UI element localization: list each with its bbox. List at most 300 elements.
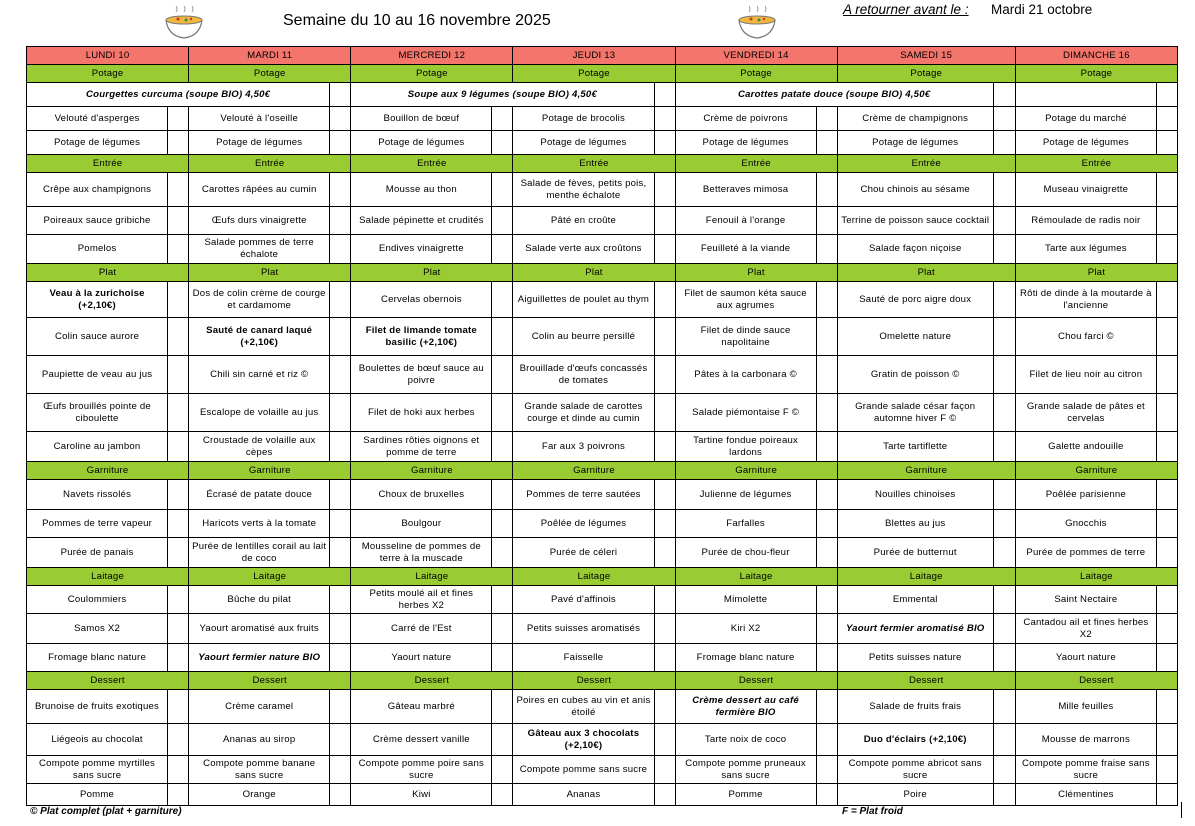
dish-cell: Colin au beurre persillé xyxy=(513,318,654,356)
section-header-laitage: Laitage xyxy=(351,568,513,586)
choice-box[interactable] xyxy=(816,235,837,264)
dish-cell: Mousse de marrons xyxy=(1015,724,1156,756)
dish-cell: Potage de légumes xyxy=(513,131,654,155)
choice-box[interactable] xyxy=(1156,784,1177,806)
choice-box[interactable] xyxy=(993,394,1015,432)
dish-cell: Feuilleté à la viande xyxy=(675,235,816,264)
dish-cell: Mimolette xyxy=(675,586,816,614)
choice-box[interactable] xyxy=(816,586,837,614)
choice-box[interactable] xyxy=(654,480,675,510)
dish-cell: Purée de chou-fleur xyxy=(675,538,816,568)
dish-cell: Carottes râpées au cumin xyxy=(189,173,330,207)
dish-cell: Cervelas obernois xyxy=(351,282,492,318)
choice-box[interactable] xyxy=(1156,756,1177,784)
choice-box[interactable] xyxy=(492,784,513,806)
day-header: MERCREDI 12 xyxy=(351,47,513,65)
section-header-plat: Plat xyxy=(189,264,351,282)
choice-box[interactable] xyxy=(330,538,351,568)
dish-cell: Tarte noix de coco xyxy=(675,724,816,756)
choice-box[interactable] xyxy=(993,724,1015,756)
menu-row xyxy=(27,644,1178,672)
dish-cell: Gnocchis xyxy=(1015,510,1156,538)
choice-box[interactable] xyxy=(492,614,513,644)
choice-box[interactable] xyxy=(330,480,351,510)
choice-box[interactable] xyxy=(654,235,675,264)
choice-box[interactable] xyxy=(993,480,1015,510)
choice-box[interactable] xyxy=(993,784,1015,806)
dish-cell: Carré de l'Est xyxy=(351,614,492,644)
choice-box[interactable] xyxy=(330,235,351,264)
section-header-dessert: Dessert xyxy=(1015,672,1177,690)
dish-cell: Haricots verts à la tomate xyxy=(189,510,330,538)
choice-box[interactable] xyxy=(816,480,837,510)
choice-box[interactable] xyxy=(654,690,675,724)
choice-box[interactable] xyxy=(654,644,675,672)
choice-box[interactable] xyxy=(168,235,189,264)
choice-box[interactable] xyxy=(492,510,513,538)
section-header-dessert: Dessert xyxy=(189,672,351,690)
choice-box[interactable] xyxy=(330,614,351,644)
menu-row xyxy=(27,690,1178,724)
dish-cell: Veau à la zurichoise (+2,10€) xyxy=(27,282,168,318)
choice-box[interactable] xyxy=(654,356,675,394)
choice-box[interactable] xyxy=(168,394,189,432)
choice-box[interactable] xyxy=(993,644,1015,672)
choice-box[interactable] xyxy=(1156,586,1177,614)
choice-box[interactable] xyxy=(492,538,513,568)
choice-box[interactable] xyxy=(168,614,189,644)
section-header-laitage: Laitage xyxy=(1015,568,1177,586)
choice-box[interactable] xyxy=(330,131,351,155)
choice-box[interactable] xyxy=(816,510,837,538)
section-header-potage: Potage xyxy=(27,65,189,83)
dish-cell: Compote pomme pruneaux sans sucre xyxy=(675,756,816,784)
choice-box[interactable] xyxy=(492,724,513,756)
choice-box[interactable] xyxy=(654,394,675,432)
choice-box[interactable] xyxy=(492,644,513,672)
choice-box[interactable] xyxy=(654,131,675,155)
day-header: MARDI 11 xyxy=(189,47,351,65)
choice-box[interactable] xyxy=(492,235,513,264)
section-header-entree: Entrée xyxy=(1015,155,1177,173)
choice-box[interactable] xyxy=(330,756,351,784)
choice-box[interactable] xyxy=(654,586,675,614)
dish-cell: Purée de panais xyxy=(27,538,168,568)
day-header: JEUDI 13 xyxy=(513,47,675,65)
section-header-garniture: Garniture xyxy=(27,462,189,480)
choice-box[interactable] xyxy=(168,586,189,614)
choice-box[interactable] xyxy=(654,282,675,318)
return-date: Mardi 21 octobre xyxy=(991,2,1093,17)
choice-box[interactable] xyxy=(330,724,351,756)
choice-box[interactable] xyxy=(993,586,1015,614)
choice-box[interactable] xyxy=(492,480,513,510)
dish-cell: Compote pomme banane sans sucre xyxy=(189,756,330,784)
dish-cell: Fenouil à l'orange xyxy=(675,207,816,235)
choice-box[interactable] xyxy=(168,784,189,806)
dish-cell: Crème caramel xyxy=(189,690,330,724)
dish-cell: Poêlée parisienne xyxy=(1015,480,1156,510)
choice-box[interactable] xyxy=(654,756,675,784)
choice-box[interactable] xyxy=(1156,690,1177,724)
dish-cell: Saint Nectaire xyxy=(1015,586,1156,614)
dish-cell: Brunoise de fruits exotiques xyxy=(27,690,168,724)
menu-row xyxy=(27,131,1178,155)
dish-cell: Compote pomme fraise sans sucre xyxy=(1015,756,1156,784)
dish-cell: Nouilles chinoises xyxy=(837,480,993,510)
dish-cell: Sauté de porc aigre doux xyxy=(837,282,993,318)
choice-box[interactable] xyxy=(330,644,351,672)
choice-box[interactable] xyxy=(168,690,189,724)
dish-cell: Purée de lentilles corail au lait de coco xyxy=(189,538,330,568)
choice-box[interactable] xyxy=(330,83,351,107)
choice-box[interactable] xyxy=(1156,538,1177,568)
choice-box[interactable] xyxy=(993,756,1015,784)
menu-row xyxy=(27,207,1178,235)
dish-cell: Pommes de terre sautées xyxy=(513,480,654,510)
dish-cell: Omelette nature xyxy=(837,318,993,356)
dish-cell: Filet de dinde sauce napolitaine xyxy=(675,318,816,356)
dish-cell: Caroline au jambon xyxy=(27,432,168,462)
choice-box[interactable] xyxy=(993,83,1015,107)
choice-box[interactable] xyxy=(168,282,189,318)
dish-cell: Terrine de poisson sauce cocktail xyxy=(837,207,993,235)
section-header-entree: Entrée xyxy=(675,155,837,173)
dish-cell: Potage de légumes xyxy=(189,131,330,155)
choice-box[interactable] xyxy=(168,131,189,155)
choice-box[interactable] xyxy=(1156,480,1177,510)
choice-box[interactable] xyxy=(492,282,513,318)
dish-cell: Poireaux sauce gribiche xyxy=(27,207,168,235)
dish-cell: Endives vinaigrette xyxy=(351,235,492,264)
menu-row xyxy=(27,282,1178,318)
choice-box[interactable] xyxy=(993,356,1015,394)
section-header-potage: Potage xyxy=(189,65,351,83)
choice-box[interactable] xyxy=(816,690,837,724)
choice-box[interactable] xyxy=(816,107,837,131)
dish-cell: Orange xyxy=(189,784,330,806)
dish-cell: Gâteau marbré xyxy=(351,690,492,724)
choice-box[interactable] xyxy=(816,394,837,432)
dish-cell: Salade façon niçoise xyxy=(837,235,993,264)
choice-box[interactable] xyxy=(330,690,351,724)
choice-box[interactable] xyxy=(330,207,351,235)
dish-cell: Dos de colin crème de courge et cardamome xyxy=(189,282,330,318)
dish-cell: Poire xyxy=(837,784,993,806)
dish-cell: Crème de poivrons xyxy=(675,107,816,131)
dish-cell: Purée de butternut xyxy=(837,538,993,568)
section-header-potage: Potage xyxy=(675,65,837,83)
section-header-garniture: Garniture xyxy=(1015,462,1177,480)
choice-box[interactable] xyxy=(330,510,351,538)
dish-cell: Filet de limande tomate basilic (+2,10€) xyxy=(351,318,492,356)
choice-box[interactable] xyxy=(654,83,675,107)
choice-box[interactable] xyxy=(993,282,1015,318)
choice-box[interactable] xyxy=(168,538,189,568)
soup-bowl-icon xyxy=(160,2,208,42)
choice-box[interactable] xyxy=(330,784,351,806)
choice-box[interactable] xyxy=(993,690,1015,724)
choice-box[interactable] xyxy=(330,432,351,462)
dish-cell: Gâteau aux 3 chocolats (+2,10€) xyxy=(513,724,654,756)
menu-row xyxy=(27,432,1178,462)
choice-box[interactable] xyxy=(816,644,837,672)
dish-cell: Galette andouille xyxy=(1015,432,1156,462)
section-header-laitage: Laitage xyxy=(675,568,837,586)
dish-cell: Poêlée de légumes xyxy=(513,510,654,538)
dish-cell: Potage de légumes xyxy=(1015,131,1156,155)
choice-box[interactable] xyxy=(816,538,837,568)
choice-box[interactable] xyxy=(816,756,837,784)
dish-cell: Filet de saumon kéta sauce aux agrumes xyxy=(675,282,816,318)
choice-box[interactable] xyxy=(993,207,1015,235)
choice-box[interactable] xyxy=(492,586,513,614)
choice-box[interactable] xyxy=(168,480,189,510)
menu-row xyxy=(27,480,1178,510)
dish-cell: Purée de céleri xyxy=(513,538,654,568)
choice-box[interactable] xyxy=(993,131,1015,155)
dish-cell: Grande salade de carottes courge et dinde au cumin xyxy=(513,394,654,432)
choice-box[interactable] xyxy=(1156,207,1177,235)
section-header-plat: Plat xyxy=(675,264,837,282)
menu-row xyxy=(27,756,1178,784)
dish-cell: Farfalles xyxy=(675,510,816,538)
choice-box[interactable] xyxy=(816,173,837,207)
dish-cell: Blettes au jus xyxy=(837,510,993,538)
dish-cell: Crème dessert au café fermière BIO xyxy=(675,690,816,724)
section-header-entree: Entrée xyxy=(189,155,351,173)
choice-box[interactable] xyxy=(1156,510,1177,538)
dish-cell: Liégeois au chocolat xyxy=(27,724,168,756)
dish-cell: Pommes de terre vapeur xyxy=(27,510,168,538)
section-header-laitage: Laitage xyxy=(27,568,189,586)
dish-cell: Fromage blanc nature xyxy=(27,644,168,672)
menu-row xyxy=(27,107,1178,131)
choice-box[interactable] xyxy=(1156,644,1177,672)
choice-box[interactable] xyxy=(1156,432,1177,462)
dish-cell: Faisselle xyxy=(513,644,654,672)
choice-box[interactable] xyxy=(654,538,675,568)
menu-row xyxy=(27,173,1178,207)
dish-cell: Chili sin carné et riz © xyxy=(189,356,330,394)
choice-box[interactable] xyxy=(654,207,675,235)
dish-cell: Pomme xyxy=(27,784,168,806)
choice-box[interactable] xyxy=(1156,282,1177,318)
dish-cell: Œufs brouillés pointe de ciboulette xyxy=(27,394,168,432)
choice-box[interactable] xyxy=(1156,83,1177,107)
week-title: Semaine du 10 au 16 novembre 2025 xyxy=(283,12,551,29)
dish-cell: Yaourt fermier aromatisé BIO xyxy=(837,614,993,644)
dish-cell: Petits moulé ail et fines herbes X2 xyxy=(351,586,492,614)
choice-box[interactable] xyxy=(993,107,1015,131)
dish-cell: Ananas xyxy=(513,784,654,806)
dish-cell: Choux de bruxelles xyxy=(351,480,492,510)
dish-cell: Crème de champignons xyxy=(837,107,993,131)
choice-box[interactable] xyxy=(168,644,189,672)
choice-box[interactable] xyxy=(492,107,513,131)
dish-cell: Pâté en croûte xyxy=(513,207,654,235)
choice-box[interactable] xyxy=(1156,614,1177,644)
dish-cell: Boulettes de bœuf sauce au poivre xyxy=(351,356,492,394)
dish-cell: Salade verte aux croûtons xyxy=(513,235,654,264)
choice-box[interactable] xyxy=(654,784,675,806)
choice-box[interactable] xyxy=(168,356,189,394)
dish-cell: Compote pomme abricot sans sucre xyxy=(837,756,993,784)
choice-box[interactable] xyxy=(654,510,675,538)
dish-cell: Brouillade d'œufs concassés de tomates xyxy=(513,356,654,394)
dish-cell: Kiwi xyxy=(351,784,492,806)
choice-box[interactable] xyxy=(993,614,1015,644)
choice-box[interactable] xyxy=(1156,235,1177,264)
choice-box[interactable] xyxy=(492,131,513,155)
choice-box[interactable] xyxy=(654,107,675,131)
choice-box[interactable] xyxy=(330,107,351,131)
day-header-row xyxy=(27,47,1178,65)
soupe-bio-cell: Soupe aux 9 légumes (soupe BIO) 4,50€ xyxy=(351,83,654,107)
choice-box[interactable] xyxy=(1156,318,1177,356)
dish-cell: Samos X2 xyxy=(27,614,168,644)
section-header-row-garniture xyxy=(27,462,1178,480)
dish-cell: Salade piémontaise F © xyxy=(675,394,816,432)
choice-box[interactable] xyxy=(1156,724,1177,756)
choice-box[interactable] xyxy=(168,756,189,784)
choice-box[interactable] xyxy=(1156,394,1177,432)
dish-cell: Boulgour xyxy=(351,510,492,538)
dish-cell: Filet de hoki aux herbes xyxy=(351,394,492,432)
choice-box[interactable] xyxy=(993,235,1015,264)
dish-cell: Duo d'éclairs (+2,10€) xyxy=(837,724,993,756)
choice-box[interactable] xyxy=(654,173,675,207)
choice-box[interactable] xyxy=(1156,107,1177,131)
choice-box[interactable] xyxy=(492,432,513,462)
soupe-bio-cell: Carottes patate douce (soupe BIO) 4,50€ xyxy=(675,83,993,107)
choice-box[interactable] xyxy=(168,207,189,235)
choice-box[interactable] xyxy=(330,318,351,356)
choice-box[interactable] xyxy=(492,318,513,356)
choice-box[interactable] xyxy=(330,282,351,318)
choice-box[interactable] xyxy=(816,131,837,155)
choice-box[interactable] xyxy=(816,784,837,806)
section-header-entree: Entrée xyxy=(513,155,675,173)
choice-box[interactable] xyxy=(993,510,1015,538)
choice-box[interactable] xyxy=(1156,356,1177,394)
dish-cell: Compote pomme sans sucre xyxy=(513,756,654,784)
choice-box[interactable] xyxy=(492,756,513,784)
section-header-laitage: Laitage xyxy=(837,568,1015,586)
dish-cell: Gratin de poisson © xyxy=(837,356,993,394)
choice-box[interactable] xyxy=(816,207,837,235)
dish-cell: Grande salade césar façon automne hiver F © xyxy=(837,394,993,432)
choice-box[interactable] xyxy=(1156,131,1177,155)
choice-box[interactable] xyxy=(492,173,513,207)
section-header-row-laitage xyxy=(27,568,1178,586)
section-header-plat: Plat xyxy=(1015,264,1177,282)
dish-cell: Tarte tartiflette xyxy=(837,432,993,462)
choice-box[interactable] xyxy=(654,432,675,462)
dish-cell: Emmental xyxy=(837,586,993,614)
choice-box[interactable] xyxy=(168,432,189,462)
dish-cell: Velouté d'asperges xyxy=(27,107,168,131)
choice-box[interactable] xyxy=(993,432,1015,462)
choice-box[interactable] xyxy=(816,614,837,644)
choice-box[interactable] xyxy=(654,724,675,756)
dish-cell: Paupiette de veau au jus xyxy=(27,356,168,394)
choice-box[interactable] xyxy=(816,724,837,756)
choice-box[interactable] xyxy=(993,173,1015,207)
section-header-garniture: Garniture xyxy=(351,462,513,480)
section-header-laitage: Laitage xyxy=(189,568,351,586)
section-header-dessert: Dessert xyxy=(837,672,1015,690)
section-header-potage: Potage xyxy=(1015,65,1177,83)
choice-box[interactable] xyxy=(816,432,837,462)
choice-box[interactable] xyxy=(492,394,513,432)
dish-cell: Fromage blanc nature xyxy=(675,644,816,672)
choice-box[interactable] xyxy=(1156,173,1177,207)
dish-cell: Velouté à l'oseille xyxy=(189,107,330,131)
section-header-dessert: Dessert xyxy=(351,672,513,690)
section-header-row-potage xyxy=(27,65,1178,83)
dish-cell: Pâtes à la carbonara © xyxy=(675,356,816,394)
dish-cell: Yaourt aromatisé aux fruits xyxy=(189,614,330,644)
choice-box[interactable] xyxy=(168,173,189,207)
dish-cell: Salade de fèves, petits pois, menthe échalote xyxy=(513,173,654,207)
dish-cell: Bûche du pilat xyxy=(189,586,330,614)
section-header-plat: Plat xyxy=(837,264,1015,282)
choice-box[interactable] xyxy=(330,394,351,432)
dish-cell: Chou chinois au sésame xyxy=(837,173,993,207)
section-header-dessert: Dessert xyxy=(675,672,837,690)
menu-row xyxy=(27,394,1178,432)
choice-box[interactable] xyxy=(816,356,837,394)
dish-cell: Potage de brocolis xyxy=(513,107,654,131)
weekly-menu-table xyxy=(26,46,1178,806)
choice-box[interactable] xyxy=(816,282,837,318)
dish-cell: Rémoulade de radis noir xyxy=(1015,207,1156,235)
dish-cell: Purée de pommes de terre xyxy=(1015,538,1156,568)
menu-row xyxy=(27,724,1178,756)
choice-box[interactable] xyxy=(330,173,351,207)
section-header-garniture: Garniture xyxy=(189,462,351,480)
choice-box[interactable] xyxy=(168,724,189,756)
dish-cell: Crêpe aux champignons xyxy=(27,173,168,207)
choice-box[interactable] xyxy=(330,586,351,614)
dish-cell: Salade pépinette et crudités xyxy=(351,207,492,235)
dish-cell: Petits suisses nature xyxy=(837,644,993,672)
footer-legend-plat-complet: © Plat complet (plat + garniture) xyxy=(30,806,182,817)
choice-box[interactable] xyxy=(993,318,1015,356)
section-header-plat: Plat xyxy=(27,264,189,282)
dish-cell: Mousseline de pommes de terre à la muscade xyxy=(351,538,492,568)
choice-box[interactable] xyxy=(492,690,513,724)
dish-cell: Œufs durs vinaigrette xyxy=(189,207,330,235)
choice-box[interactable] xyxy=(168,107,189,131)
choice-box[interactable] xyxy=(168,510,189,538)
choice-box[interactable] xyxy=(654,318,675,356)
choice-box[interactable] xyxy=(492,356,513,394)
choice-box[interactable] xyxy=(654,614,675,644)
choice-box[interactable] xyxy=(330,356,351,394)
dish-cell: Compote pomme myrtilles sans sucre xyxy=(27,756,168,784)
section-header-garniture: Garniture xyxy=(513,462,675,480)
section-header-dessert: Dessert xyxy=(513,672,675,690)
choice-box[interactable] xyxy=(492,207,513,235)
dish-cell: Clémentines xyxy=(1015,784,1156,806)
dish-cell: Crème dessert vanille xyxy=(351,724,492,756)
choice-box[interactable] xyxy=(816,318,837,356)
dish-cell: Salade pommes de terre échalote xyxy=(189,235,330,264)
choice-box[interactable] xyxy=(993,538,1015,568)
choice-box[interactable] xyxy=(168,318,189,356)
